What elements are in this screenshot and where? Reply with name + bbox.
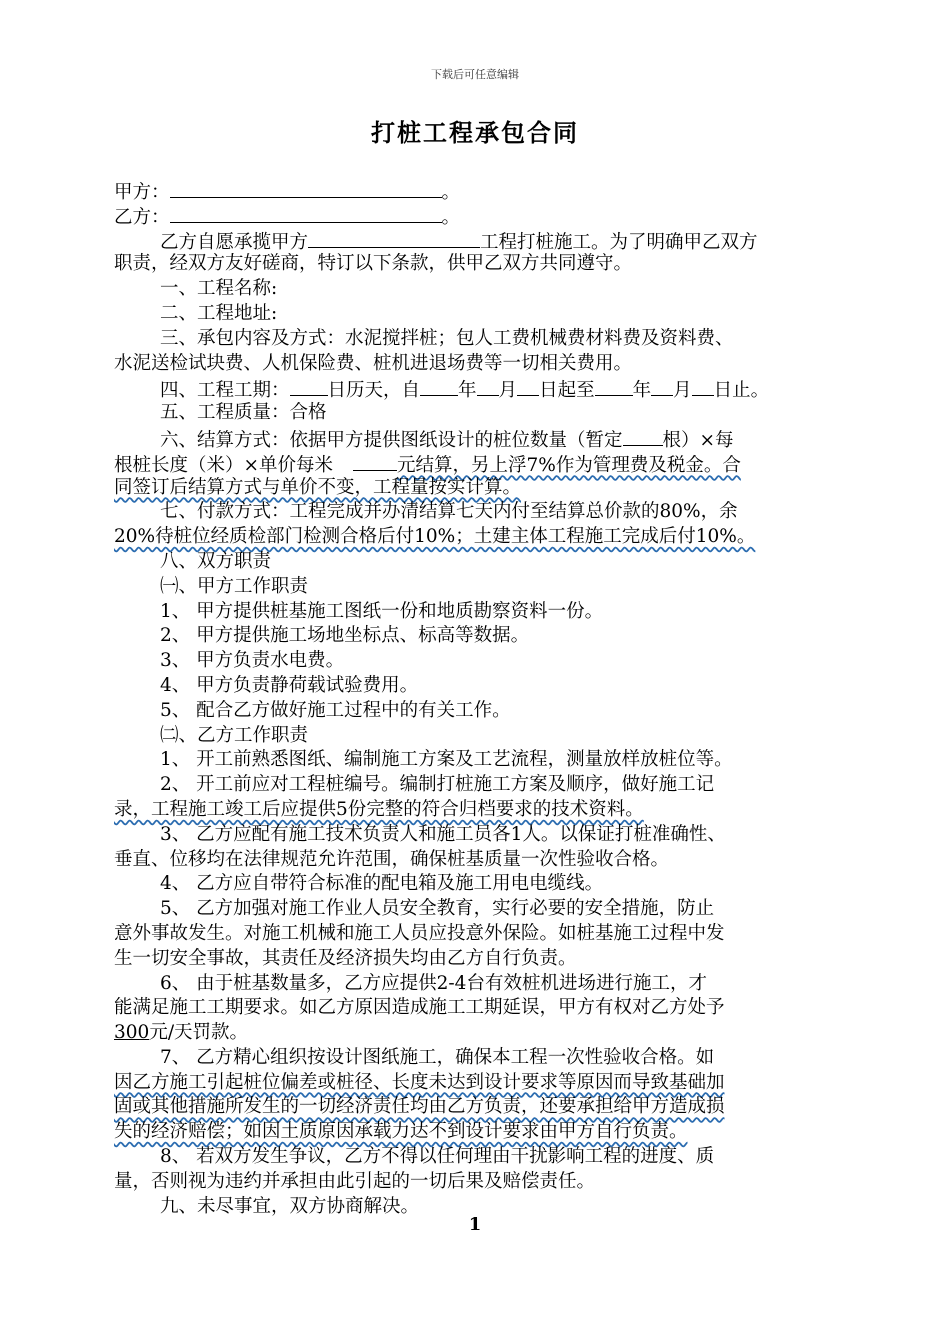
party-b-duty-7-line-1: 7、 乙方精心组织按设计图纸施工，确保本工程一次性验收合格。如 <box>160 1046 715 1068</box>
party-b-duties-heading: ㈡、乙方工作职责 <box>160 724 309 746</box>
clause-4-d1: 日起至 <box>539 380 595 402</box>
party-b-duty-6-line-2: 能满足施工工期要求。如乙方原因造成施工工期延误，甲方有权对乙方处予 <box>114 997 725 1019</box>
clause-4-m1: 月 <box>498 380 518 402</box>
party-b-duty-7-line-4: 失的经济赔偿；如因土质原因承载力达不到设计要求由甲方自行负责。 <box>114 1121 688 1143</box>
clause-4-m2: 月 <box>673 380 692 402</box>
intro-line-2: 职责，经双方友好磋商，特订以下条款，供甲乙双方共同遵守。 <box>114 253 633 275</box>
page-number: 1 <box>468 1214 482 1235</box>
start-day-blank <box>517 376 539 396</box>
party-b-duty-7-line-3: 固或其他措施所发生的一切经济责任均由乙方负责，还要承担给甲方造成损 <box>114 1096 725 1118</box>
clause-4-days: 日历天，自 <box>327 380 421 402</box>
start-month-blank <box>477 376 499 396</box>
party-a-duty-1: 1、 甲方提供桩基施工图纸一份和地质勘察资料一份。 <box>160 600 604 622</box>
clause-6-line-2 <box>114 451 864 476</box>
party-b-duty-1: 1、 开工前熟悉图纸、编制施工方案及工艺流程，测量放样放桩位等。 <box>160 749 733 771</box>
party-a-end: 。 <box>441 182 461 203</box>
clause-5: 五、工程质量：合格 <box>160 402 327 424</box>
party-a-duty-5: 5、 配合乙方做好施工过程中的有关工作。 <box>160 699 511 721</box>
party-a-blank <box>170 178 442 198</box>
intro-text-b: 工程打桩施工。为了明确甲乙双方 <box>480 231 758 253</box>
party-b-duty-7-line-2: 因乙方施工引起桩位偏差或桩径、长度未达到设计要求等原因而导致基础加 <box>114 1071 725 1093</box>
end-year-blank <box>595 376 633 396</box>
party-b-blank <box>170 203 442 223</box>
clause-3-line-1: 三、承包内容及方式：水泥搅拌桩；包人工费机械费材料费及资料费、 <box>160 327 734 349</box>
party-b-duty-2-line-2: 录，工程施工竣工后应提供5份完整的符合归档要求的技术资料。 <box>114 798 644 820</box>
clause-4 <box>114 376 864 401</box>
party-b-duty-5-line-1: 5、 乙方加强对施工作业人员安全教育，实行必要的安全措施，防止 <box>160 898 715 920</box>
clause-4-y1: 年 <box>458 380 477 402</box>
header-note: 下载后可任意编辑 <box>431 68 519 81</box>
party-a-duties-heading: ㈠、甲方工作职责 <box>160 575 309 597</box>
clause-6-text-a: 六、结算方式：依据甲方提供图纸设计的桩位数量（暂定 <box>160 429 623 451</box>
party-b-duty-8-line-1: 8、 若双方发生争议，乙方不得以任何理由干扰影响工程的进度、质 <box>160 1146 715 1168</box>
clause-4-y2: 年 <box>632 380 652 402</box>
party-a-duty-3: 3、 甲方负责水电费。 <box>160 650 345 672</box>
party-b-duty-5-line-3: 生一切安全事故，其责任及经济损失均由乙方自行负责。 <box>114 947 577 969</box>
clause-7-line-1: 七、付款方式：工程完成并办清结算七天内付至结算总价款的80%，余 <box>160 501 738 523</box>
clause-4-prefix: 四、工程工期： <box>160 380 290 402</box>
party-b-duty-6-line-1: 6、 由于桩基数量多，乙方应提供2-4台有效桩机进场进行施工，才 <box>160 972 707 994</box>
clause-1: 一、工程名称: <box>160 278 278 300</box>
days-blank <box>290 376 328 396</box>
pile-count-blank <box>623 426 663 446</box>
clause-6-line-3: 同签订后结算方式与单价不变，工程量按实计算。 <box>114 476 522 498</box>
party-b-label: 乙方： <box>114 206 170 228</box>
clause-6-text-b: 根）×每 <box>662 429 734 451</box>
clause-6-text-c: 根桩长度（米）×单价每米 <box>114 454 334 476</box>
penalty-unit: 元/天罚款。 <box>149 1022 249 1044</box>
party-b-end: 。 <box>441 206 461 228</box>
party-b-line <box>114 203 864 228</box>
end-day-blank <box>692 376 714 396</box>
party-a-line <box>114 178 864 203</box>
clause-7-line-2: 20%待桩位经质检部门检测合格后付10%；土建主体工程施工完成后付10%。 <box>114 526 756 548</box>
page-title: 打桩工程承包合同 <box>371 118 579 147</box>
penalty-amount: 300 <box>114 1022 150 1044</box>
party-b-duty-2-line-1: 2、 开工前应对工程桩编号。编制打桩施工方案及顺序，做好施工记 <box>160 774 715 796</box>
clause-6-text-d: 元结算，另上浮7%作为管理费及税金。合 <box>397 454 741 476</box>
clause-3-line-2: 水泥送检试块费、人机保险费、桩机进退场费等一切相关费用。 <box>114 352 633 374</box>
start-year-blank <box>420 376 458 396</box>
party-b-duty-6-line-3 <box>114 1021 864 1046</box>
clause-8: 八、双方职责 <box>160 550 272 572</box>
project-name-blank <box>308 228 480 248</box>
clause-4-d2: 日止。 <box>713 380 770 402</box>
end-month-blank <box>651 376 673 396</box>
party-b-duty-8-line-2: 量，否则视为违约并承担由此引起的一切后果及赔偿责任。 <box>114 1170 596 1192</box>
party-b-duty-3-line-2: 垂直、位移均在法律规范允许范围，确保桩基质量一次性验收合格。 <box>114 848 670 870</box>
party-b-duty-4: 4、 乙方应自带符合标准的配电箱及施工用电电缆线。 <box>160 873 604 895</box>
intro-line-1 <box>114 228 864 253</box>
unit-price-blank <box>353 451 397 471</box>
party-b-duty-3-line-1: 3、 乙方应配有施工技术负责人和施工员各1人。以保证打桩准确性、 <box>160 823 726 845</box>
party-a-duty-2: 2、 甲方提供施工场地坐标点、标高等数据。 <box>160 625 530 647</box>
party-a-label: 甲方： <box>114 182 170 203</box>
contract-body <box>114 178 864 1219</box>
clause-2: 二、工程地址: <box>160 302 278 324</box>
intro-text-a: 乙方自愿承揽甲方 <box>160 231 309 253</box>
clause-9: 九、未尽事宜，双方协商解决。 <box>160 1195 420 1217</box>
clause-6-line-1 <box>114 426 864 451</box>
party-a-duty-4: 4、 甲方负责静荷载试验费用。 <box>160 674 419 696</box>
party-b-duty-5-line-2: 意外事故发生。对施工机械和施工人员应投意外保险。如桩基施工过程中发 <box>114 922 725 944</box>
